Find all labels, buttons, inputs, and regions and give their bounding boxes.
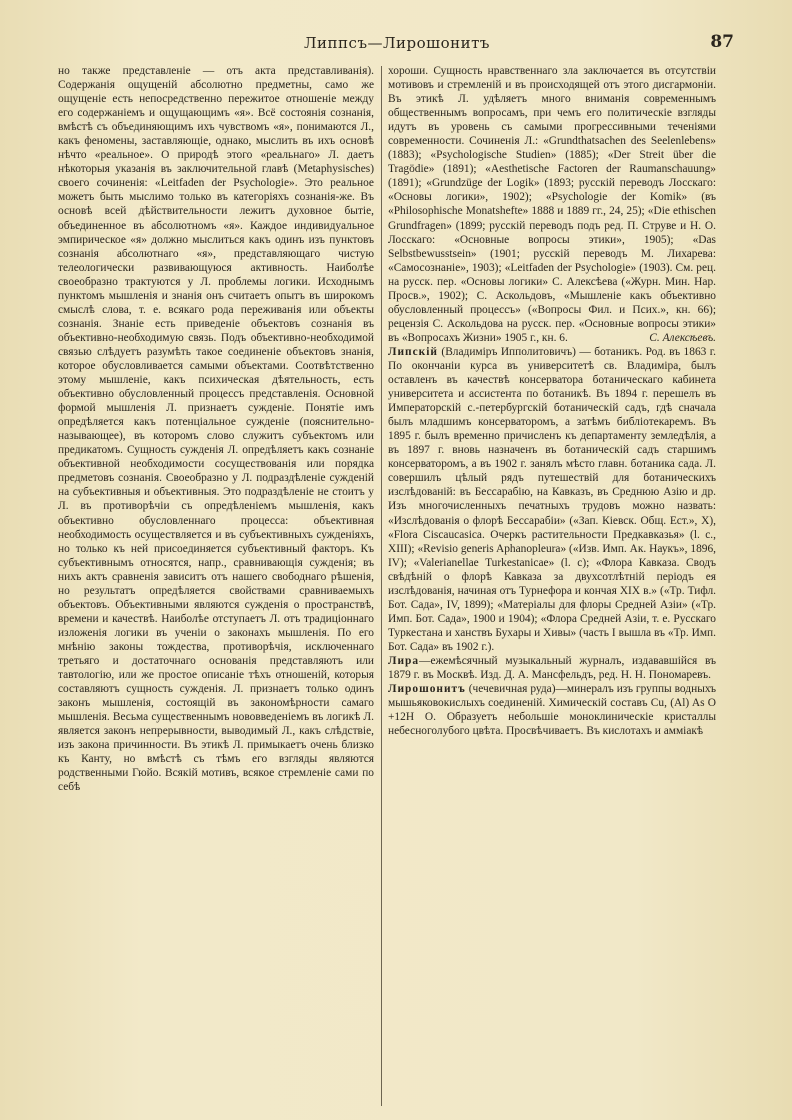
entry-body: (чечевичная руда)—минералъ изъ группы водныхъ мышьяковокислыхъ соединеній. Химическій составъ Cu, (Al) As O +12H O. Образуетъ небольшіе моноклиническіе кристаллы небесноголубого цвѣта. Просвѣчиваетъ. Въ кислотахъ и амміакѣ bbox=[388, 683, 716, 738]
lipps-continuation bbox=[388, 64, 716, 345]
left-column-text: но также представленіе — отъ акта представливанія). Содержанія ощущеній абсолютно предметны, само же ощущеніе есть непосредственно пережитое отношеніе между его содержаніемъ и ощущающимъ «я». Всё состоянія сознанія, вмѣстѣ съ объединяющимъ ихъ чувствомъ «я», понимаются Л., какъ феномены, заставляющіе, однако, мыслить въ ихъ основѣ нѣчто «реальное». О природѣ этого «реальнаго» Л. даетъ нѣкоторыя указанія въ заключительной главѣ (Metaphysisches) своего сочиненія: «Leitfaden der Psychologie». Это реальное можетъ быть мыслимо только въ категоріяхъ сознанія-же. Въ основѣ всей дѣйствительности лежитъ духовное бытіе, объединенное въ абсолютномъ «я». Каждое индивидуальное эмпирическое «я» должно мыслиться какъ одинъ изъ пунктовъ сознанія абсолютнаго «я», представляющаго чистую телеологически развивающуюся активность. Наиболѣе своеобразно трактуются у Л. проблемы логики. Исходнымъ пунктомъ мышленія и знанія онъ считаетъ опытъ въ широкомъ смыслѣ слова, т. е. всякаго рода переживанія или объекты сознанія. Знаніе есть приведеніе объектовъ сознанія въ объективно-необходимую связь. Подъ объективно-необходимой связью слѣдуетъ разумѣть такое соединеніе объектовъ знанія, которое обусловливается самыми объектами. Соотвѣтственно этому мышленіе, какъ психическая дѣятельность, есть объективно обусловленный процессъ представленія. Основной формой мышленія Л. признаетъ сужденіе. Понятіе имъ опредѣляется какъ потенціальное сужденіе (пояснительно-называющее), въ которомъ слово служитъ субъектомъ или предикатомъ. Сущность сужденія Л. опредѣляетъ какъ сознаніе объективной необходимости сосуществованія или порядка предметовъ сознанія. Своеобразно у Л. подраздѣленіе сужденій на субъективныя и объективныя. Это подраздѣленіе не стоитъ у Л. въ противорѣчіи съ опредѣленіемъ мышленія, какъ объективно обусловленнаго процесса: объективная необходимость осуществляется и въ субъективныхъ сужденіяхъ, но только къ ней присоединяется субъективный факторъ. Къ субъективнымъ относятся, напр., сравнивающія сужденія; въ нихъ актъ сравненія зависитъ отъ нашего свободнаго рѣшенія, но результатъ опредѣляется свойствами сравниваемыхъ объектовъ. Объективными являются сужденія о пространствѣ, времени и качествѣ. Наиболѣе отступаетъ Л. отъ традиціоннаго изложенія логики въ ученіи о законахъ мышленія. По его мнѣнію законы тождества, противорѣчія, исключеннаго третьяго и достаточнаго основанія представляютъ или тавтологію, или же простое описаніе тѣхъ отношеній, которыя составляютъ сущность сужденія. Л. признаетъ только одинъ законъ мышленія, состоящій въ закономѣрности самаго мышленія. Весьма существеннымъ нововведеніемъ въ логикѣ Л. является законъ непрерывности, выводимый Л., какъ слѣдствіе, изъ закона причинности. Въ этикѣ Л. примыкаетъ очень близко къ Канту, но вмѣстѣ съ тѣмъ его взгляды являются родственными Гюйо. Всякій мотивъ, всякое стремленіе сами по себѣ bbox=[58, 65, 374, 794]
entry-body: (Владиміръ Ипполитовичъ) — ботаникъ. Род. въ 1863 г. По окончаніи курса въ университетѣ св. Владиміра, былъ оставленъ въ качествѣ консерватора ботаническаго кабинета университета и ассистента по ботаникѣ. Въ 1894 г. перешелъ въ Императорскій с.-петербургскій ботаническій садъ, гдѣ сначала былъ младшимъ консерваторомъ, а затѣмъ библіотекаремъ. Въ 1895 г. былъ временно причисленъ къ департаменту земледѣлія, а въ 1897 г. вновь назначенъ въ ботаническій садъ старшимъ консерваторомъ, а въ 1902 г. занялъ мѣсто главн. ботаника сада. Л. совершилъ цѣлый рядъ путешествій для ботаническихъ изслѣдованій: въ Бессарабію, на Кавказъ, въ Среднюю Азію и др. Изъ многочисленныхъ печатныхъ трудовъ можно назвать: «Изслѣдованія о флорѣ Бессарабіи» («Зап. Кіевск. Общ. Ест.», X), «Flora Ciscaucasica. Очеркъ растительности Предкавказья» (l. c., XIII); «Revisio generis Aphanopleura» («Изв. Имп. Ак. Наукъ», 1896, IV); «Valerianellae Turkestanicae» (l. c); «Флора Кавказа. Сводъ свѣдѣній о флорѣ Кавказа за двухсотлѣтній періодъ ея изслѣдованія, начиная отъ Турнефора и кончая XIX в.» («Тр. Тифл. Бот. Сада», IV, 1899); «Матеріалы для флоры Средней Азіи» («Тр. Имп. Бот. Сада», 1900 и 1904); «Флора Средней Азіи, т. е. Русскаго Туркестана и ханствъ Бухары и Хивы» (часть I вышла въ «Тр. Имп. Бот. Сада» въ 1902 г.). bbox=[388, 345, 716, 653]
left-column bbox=[58, 64, 374, 794]
lipps-text: хороши. Сущность нравственнаго зла заключается въ отсутствіи мотивовъ и стремленій и въ происходящей отъ этого дисгармоніи. Въ этикѣ Л. удѣляетъ много вниманія современнымъ общественнымъ вопросамъ, при чемъ его политическіе взгляды идутъ въ уровень съ самыми прогрессивными теченіями современности. Сочиненія Л.: «Grundthatsachen des Seelenlebens» (1883); «Psychologische Studien» (1885); «Der Streit über die Tragödie» (1891); «Aesthetische Factoren der Raumanschauung» (1891); «Grundzüge der Logik» (1893; русскій переводъ Лосскаго: «Основы логики», 1902); «Psychologie der Komik» (въ «Philosophische Monatshefte» 1888 и 1889 гг., 24, 25); «Die ethischen Grundfragen» (1899; русскій переводъ подъ ред. П. Струве и Н. О. Лосскаго: «Основные вопросы этики», 1905); «Das Selbstbewusstsein» (1901; русскій переводъ М. Лихарева: «Самосознаніе», 1903); «Leitfaden der Psychologie» (1903). См. рец. на русск. пер. «Основы логики» С. Алексѣева («Журн. Мин. Нар. Просв.», 1902); С. Аскольдовъ, «Мышленіе какъ объективно обусловленный процессъ» («Вопросы Фил. и Псих.», кн. 66); рецензія С. Аскольдова на русск. пер. «Основные вопросы этики» въ «Вопросахъ Жизни» 1905 г., кн. 6. bbox=[388, 65, 716, 344]
author-signature: С. Алексѣевъ. bbox=[649, 331, 716, 344]
column-divider bbox=[381, 66, 382, 1106]
entry-headword: Лирошонитъ bbox=[388, 683, 466, 696]
entry-lira bbox=[388, 654, 716, 682]
entry-body: —ежемѣсячный музыкальный журналъ, издававшійся въ 1879 г. въ Москвѣ. Изд. Д. А. Мансфельдъ, ред. Н. Н. Пономаревъ. bbox=[388, 654, 716, 682]
running-head: Липпсъ—Лирошонитъ bbox=[304, 34, 490, 52]
page-number: 87 bbox=[710, 32, 734, 52]
page-header bbox=[50, 26, 744, 56]
entry-headword: Липскій bbox=[388, 345, 438, 358]
entry-lirokonit bbox=[388, 682, 716, 738]
entry-headword: Лира bbox=[388, 654, 420, 667]
right-column bbox=[388, 64, 716, 738]
entry-lipsky bbox=[388, 345, 716, 654]
